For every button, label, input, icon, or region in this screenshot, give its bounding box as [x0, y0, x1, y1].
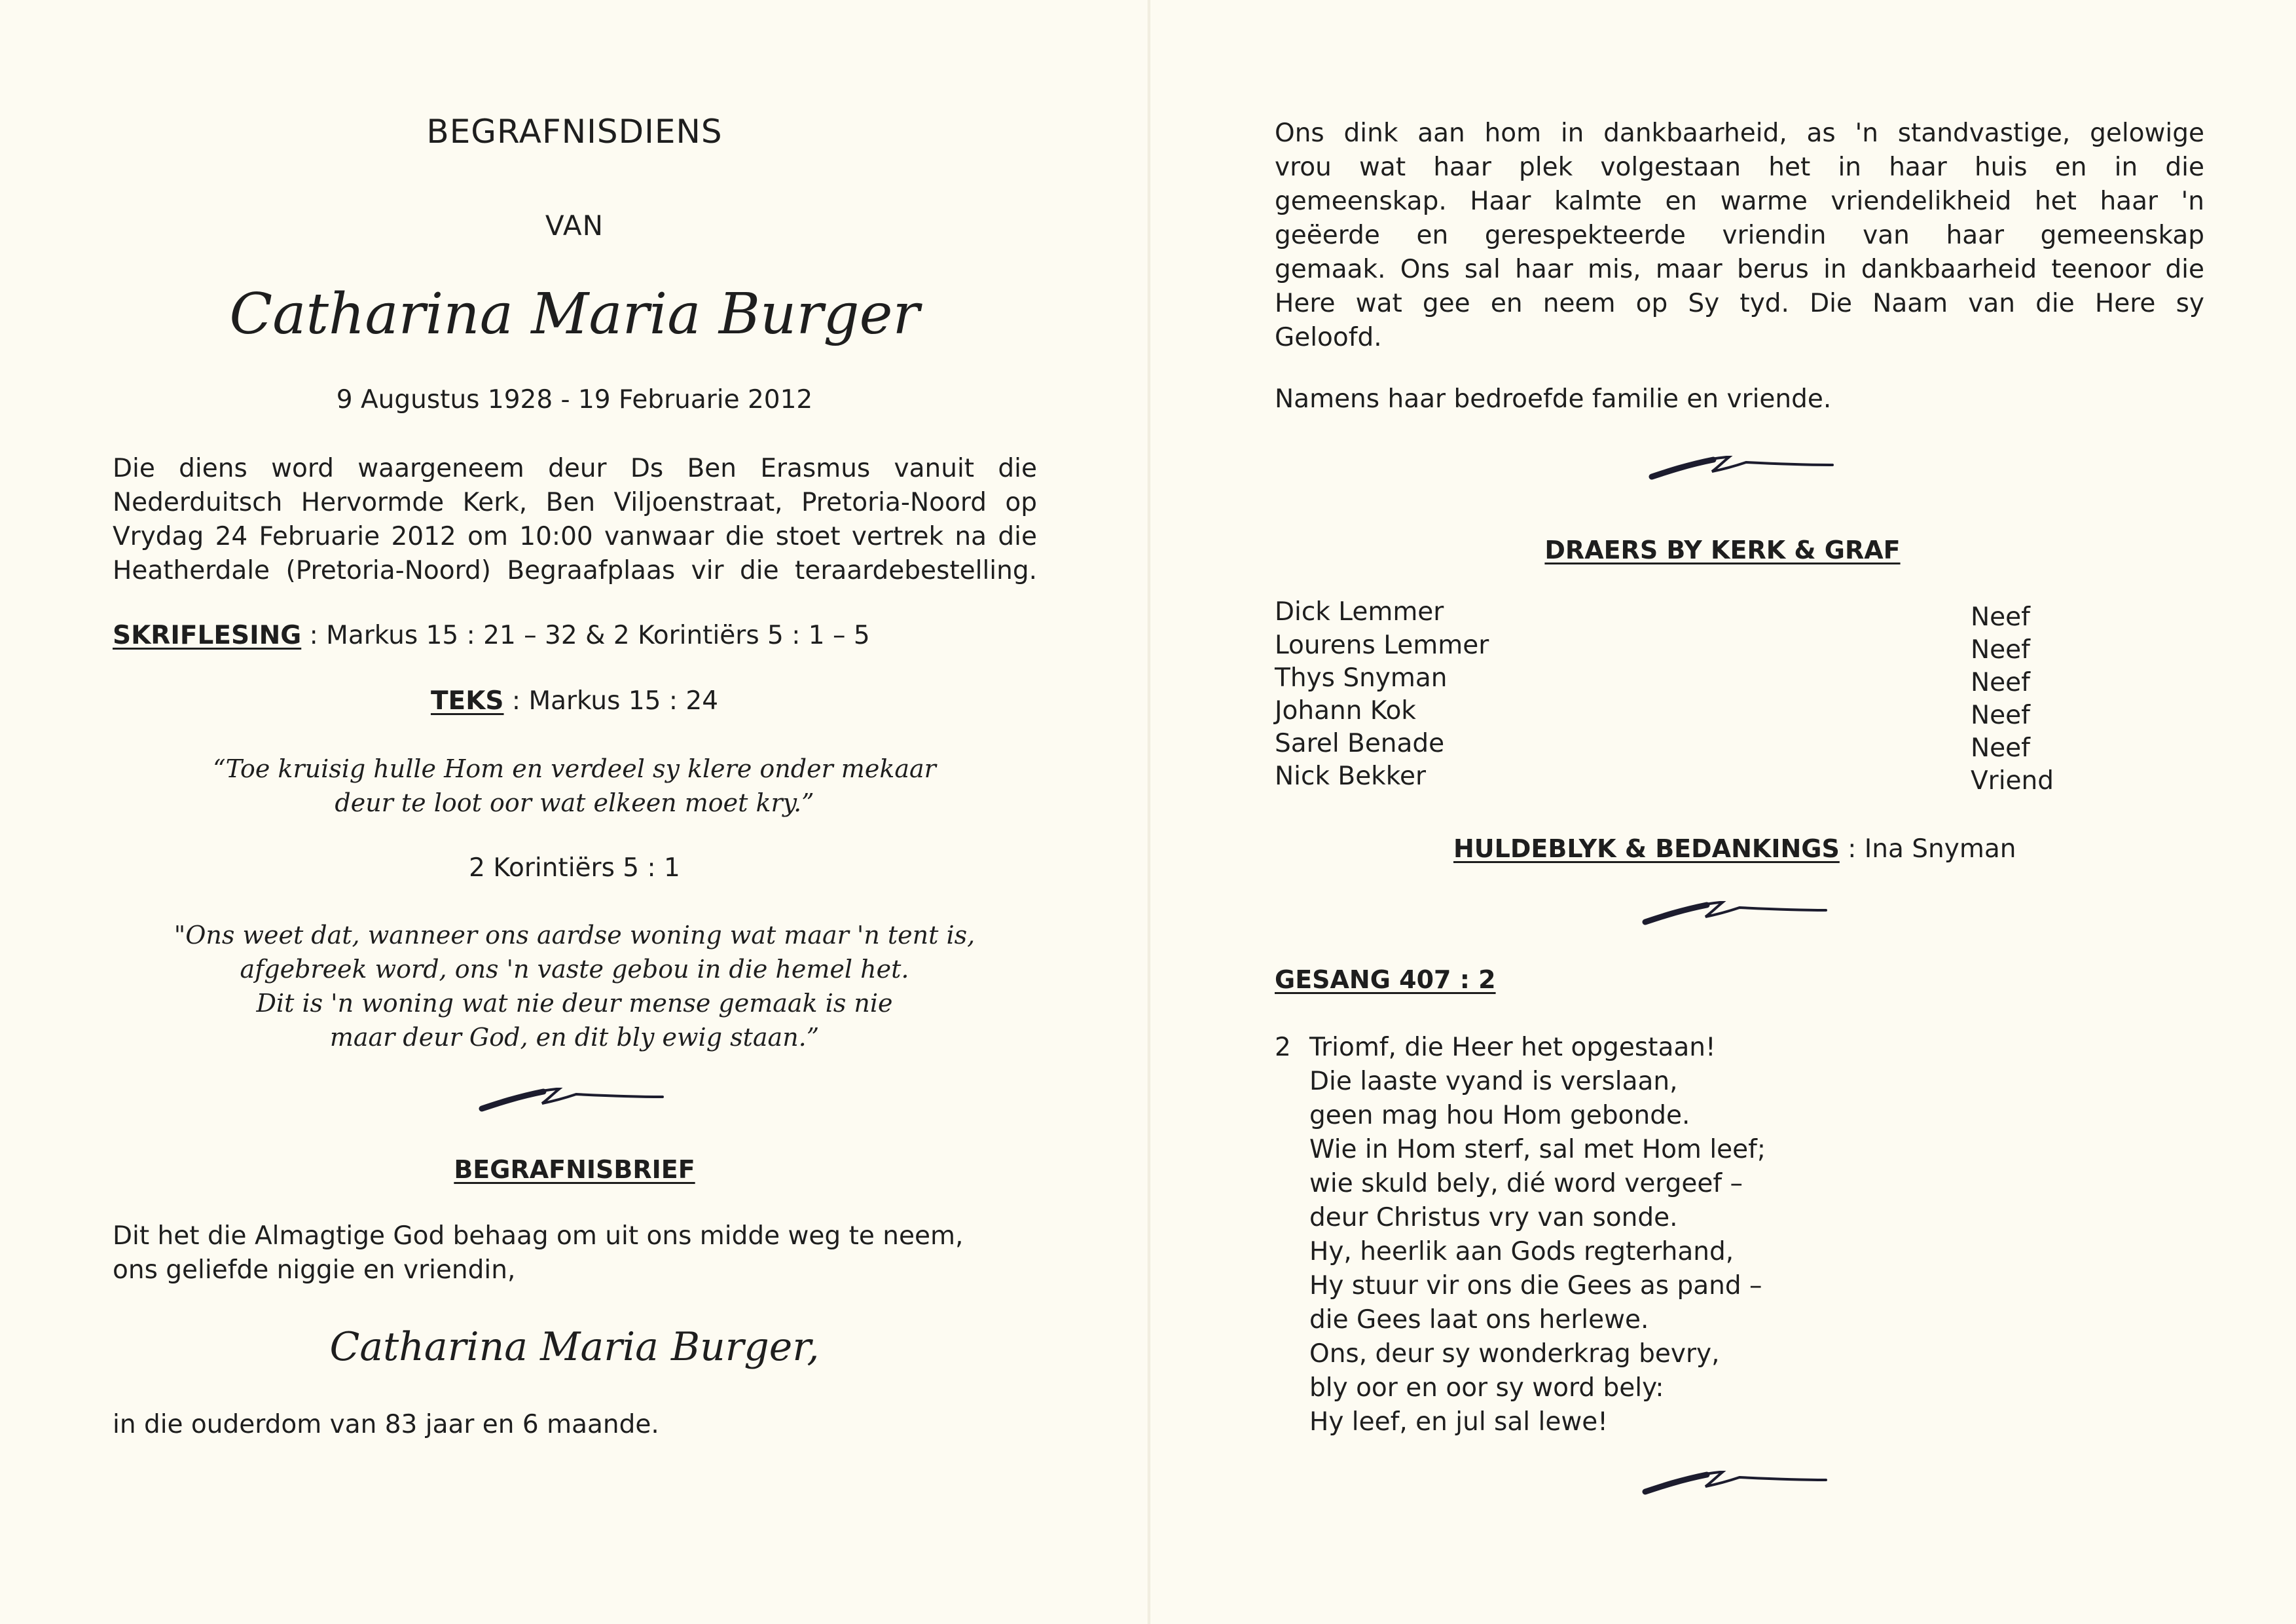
hymn-line: Wie in Hom sterf, sal met Hom leef;: [1309, 1135, 1766, 1164]
hymn-line: Hy leef, en jul sal lewe!: [1309, 1407, 1608, 1437]
draer-name: Thys Snyman: [1275, 663, 1448, 693]
tribute-line: Here wat gee en neem op Sy tyd. Die Naam van die Here sy: [1275, 289, 2204, 318]
teks-line: [0, 684, 1149, 718]
draer-name: Dick Lemmer: [1275, 597, 1444, 627]
tribute-line: gemaak. Ons sal haar mis, maar berus in dankbaarheid teenoor die: [1275, 255, 2204, 284]
draer-name: Nick Bekker: [1275, 762, 1426, 791]
hymn-verse-number: 2: [1275, 1033, 1291, 1062]
quote-markus: [0, 752, 1149, 820]
service-title: BEGRAFNISDIENS: [426, 113, 723, 151]
quote-line: deur te loot oor wat elkeen moet kry.”: [335, 788, 814, 817]
brief-line: ons geliefde niggie en vriendin,: [113, 1255, 516, 1285]
teks-label: TEKS: [430, 686, 504, 716]
brief-paragraph: [113, 1219, 963, 1287]
skriflesing-label: SKRIFLESING: [113, 621, 302, 650]
service-line: Vrydag 24 Februarie 2012 om 10:00 vanwaar die stoet vertrek na die: [113, 522, 1037, 551]
hymn-line: deur Christus vry van sonde.: [1309, 1203, 1678, 1232]
flourish-divider: [478, 1084, 668, 1113]
quote-korintiers: [0, 918, 1149, 1054]
draer-name: Lourens Lemmer: [1275, 631, 1489, 660]
draer-relation: Neef: [1971, 733, 2030, 763]
hymn-line: die Gees laat ons herlewe.: [1309, 1305, 1649, 1335]
service-line: Heatherdale (Pretoria-Noord) Begraafplaas vir die teraardebestelling.: [113, 556, 1037, 585]
van-label: VAN: [545, 210, 604, 242]
quote-line: “Toe kruisig hulle Hom en verdeel sy klere onder mekaar: [213, 754, 936, 783]
huldeblyk-line: [1453, 832, 2016, 866]
draer-relation: Neef: [1971, 635, 2030, 665]
hymn-line: Die laaste vyand is verslaan,: [1309, 1067, 1678, 1096]
brief-line: Dit het die Almagtige God behaag om uit ons midde weg te neem,: [113, 1221, 964, 1251]
service-line: Nederduitsch Hervormde Kerk, Ben Viljoenstraat, Pretoria-Noord op: [113, 488, 1037, 517]
draer-name: Sarel Benade: [1275, 729, 1445, 758]
flourish-divider: [1641, 897, 1831, 926]
draers-heading: DRAERS BY KERK & GRAF: [1544, 536, 1901, 564]
right-page: [1149, 0, 2296, 1624]
draer-relation: Neef: [1971, 701, 2030, 730]
begrafnisbrief-heading: BEGRAFNISBRIEF: [454, 1155, 695, 1184]
draer-relation: Vriend: [1971, 766, 2054, 796]
flourish-divider: [1648, 452, 1838, 481]
hymn-line: Ons, deur sy wonderkrag bevry,: [1309, 1339, 1720, 1369]
draer-relation: Neef: [1971, 668, 2030, 697]
quote-line: afgebreek word, ons 'n vaste gebou in die hemel het.: [240, 955, 909, 984]
quote-line: Dit is 'n woning wat nie deur mense gemaak is nie: [256, 989, 893, 1018]
gesang-heading: GESANG 407 : 2: [1275, 965, 1496, 994]
tribute-line: vrou wat haar plek volgestaan het in haar huis en in die: [1275, 153, 2204, 182]
deceased-name: Catharina Maria Burger: [229, 282, 920, 347]
tribute-line: Ons dink aan hom in dankbaarheid, as 'n standvastige, gelowige: [1275, 119, 2204, 148]
life-dates: 9 Augustus 1928 - 19 Februarie 2012: [336, 385, 813, 415]
huldeblyk-value: : Ina Snyman: [1848, 834, 2016, 864]
huldeblyk-label: HULDEBLYK & BEDANKINGS: [1453, 834, 1840, 863]
skriflesing-value: : Markus 15 : 21 – 32 & 2 Korintiërs 5 : 1 – 5: [309, 621, 870, 650]
service-paragraph: [113, 452, 1037, 588]
draer-name: Johann Kok: [1275, 696, 1416, 726]
quote-line: "Ons weet dat, wanneer ons aardse woning wat maar 'n tent is,: [173, 921, 975, 950]
hymn-line: geen mag hou Hom gebonde.: [1309, 1101, 1690, 1130]
quote-line: maar deur God, en dit bly ewig staan.”: [329, 1023, 820, 1052]
hymn-line: wie skuld bely, dié word vergeef –: [1309, 1169, 1743, 1198]
tribute-paragraph: [1275, 117, 2204, 355]
deceased-name-repeat: Catharina Maria Burger,: [329, 1324, 820, 1370]
hymn-verse: [1309, 1031, 1766, 1439]
hymn-line: Hy stuur vir ons die Gees as pand –: [1309, 1271, 1762, 1301]
hymn-line: bly oor en oor sy word bely:: [1309, 1373, 1664, 1403]
korintiers-reference: 2 Korintiërs 5 : 1: [469, 853, 680, 883]
namens-line: Namens haar bedroefde familie en vriende.: [1275, 384, 1832, 414]
tribute-line: gemeenskap. Haar kalmte en warme vriendelikheid het haar 'n: [1275, 187, 2204, 216]
service-line: Die diens word waargeneem deur Ds Ben Erasmus vanuit die: [113, 454, 1037, 483]
hymn-line: Triomf, die Heer het opgestaan!: [1309, 1033, 1716, 1062]
skriflesing-line: [113, 619, 870, 653]
flourish-divider: [1641, 1467, 1831, 1496]
teks-value: : Markus 15 : 24: [511, 686, 719, 716]
tribute-line: Geloofd.: [1275, 323, 1382, 352]
draer-relation: Neef: [1971, 602, 2030, 632]
age-line: in die ouderdom van 83 jaar en 6 maande.: [113, 1410, 659, 1439]
hymn-line: Hy, heerlik aan Gods regterhand,: [1309, 1237, 1734, 1266]
tribute-line: geëerde en gerespekteerde vriendin van haar gemeenskap: [1275, 221, 2204, 250]
